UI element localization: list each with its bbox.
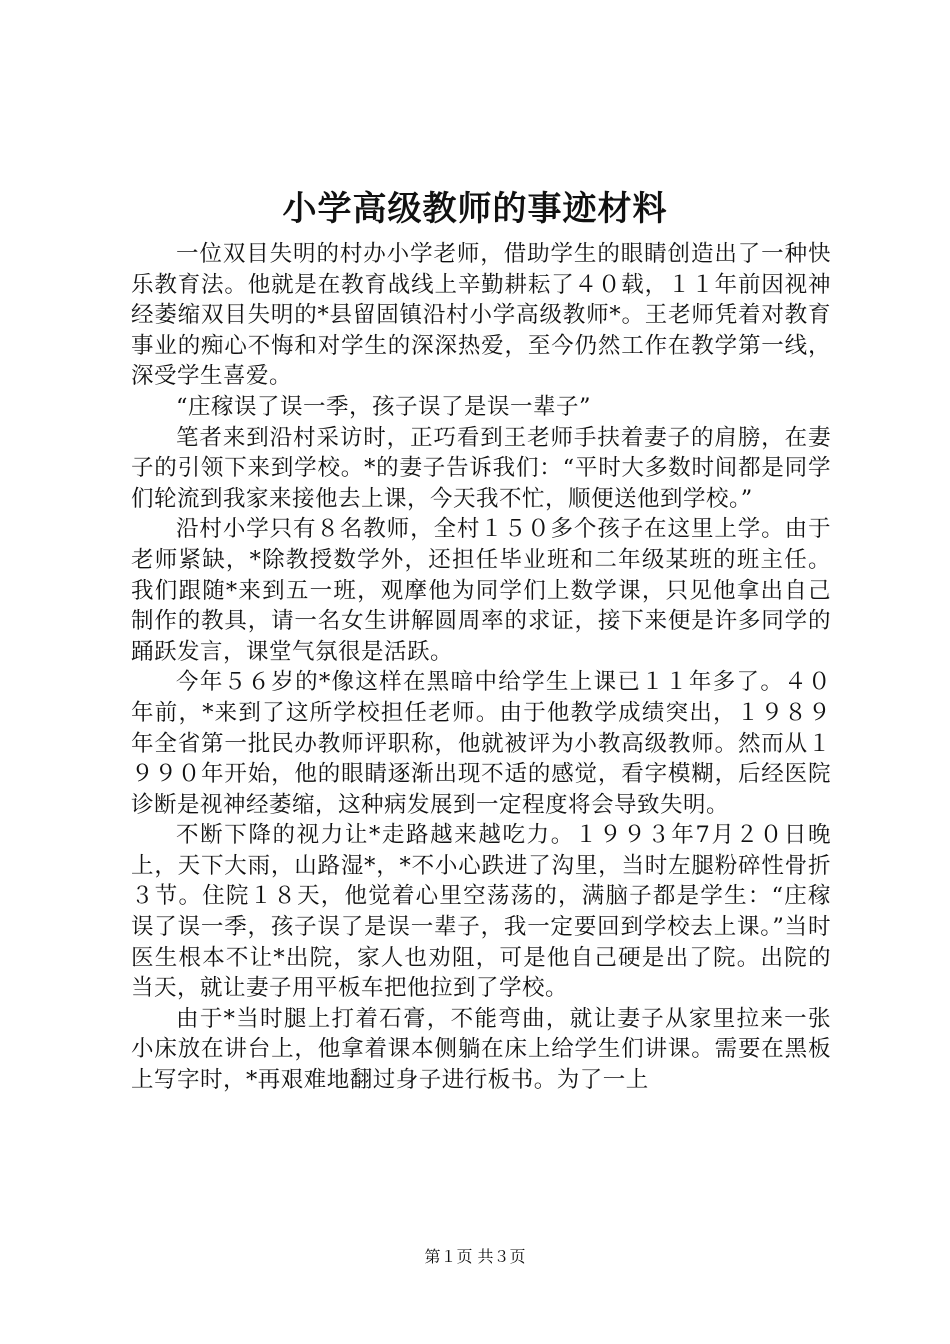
paragraph-6: 不断下降的视力让*走路越来越吃力。１９９３年7月２０日晚上，天下大雨，山路湿*，*不小心跌进了沟里，当时左腿粉碎性骨折３节。住院１８天，他觉着心里空荡荡的，满脑子都是学生：“庄稼误了误一季，孩子误了是误一辈子，我一定要回到学校去上课。”当时医生根本不让*出院，家人也劝阻，可是他自己硬是出了院。出院的当天，就让妻子用平板车把他拉到了学校。 bbox=[131, 822, 831, 1002]
paragraph-3: 笔者来到沿村采访时，正巧看到王老师手扶着妻子的肩膀，在妻子的引领下来到学校。*的妻子告诉我们：“平时大多数时间都是同学们轮流到我家来接他去上课，今天我不忙，顺便送他到学校。” bbox=[131, 424, 831, 512]
paragraph-4: 沿村小学只有８名教师，全村１５０多个孩子在这里上学。由于老师紧缺，*除教授数学外，还担任毕业班和二年级某班的班主任。我们跟随*来到五一班，观摩他为同学们上数学课，只见他拿出自己制作的教具，请一名女生讲解圆周率的求证，接下来便是许多同学的踊跃发言，课堂气氛很是活跃。 bbox=[131, 516, 831, 665]
paragraph-2-quote: “庄稼误了误一季，孩子误了是误一辈子” bbox=[176, 393, 592, 420]
document-title: 小学高级教师的事迹材料 bbox=[282, 189, 668, 229]
document-body bbox=[131, 239, 831, 1096]
paragraph-1: 一位双目失明的村办小学老师，借助学生的眼睛创造出了一种快乐教育法。他就是在教育战线上辛勤耕耘了４０载，１１年前因视神经萎缩双目失明的*县留固镇沿村小学高级教师*。王老师凭着对教育事业的痴心不悔和对学生的深深热爱，至今仍然工作在教学第一线，深受学生喜爱。 bbox=[131, 241, 831, 390]
page-number-footer: 第１页 共３页 bbox=[424, 1247, 526, 1266]
paragraph-7: 由于*当时腿上打着石膏，不能弯曲，就让妻子从家里拉来一张小床放在讲台上，他拿着课本侧躺在床上给学生们讲课。需要在黑板上写字时，*再艰难地翻过身子进行板书。为了一上 bbox=[131, 1005, 831, 1094]
paragraph-5: 今年５６岁的*像这样在黑暗中给学生上课已１１年多了。４０年前，*来到了这所学校担任老师。由于他教学成绩突出，１９８９年全省第一批民办教师评职称，他就被评为小教高级教师。然而从１９９０年开始，他的眼睛逐渐出现不适的感觉，看字模糊，后经医院诊断是视神经萎缩，这种病发展到一定程度将会导致失明。 bbox=[131, 669, 831, 818]
